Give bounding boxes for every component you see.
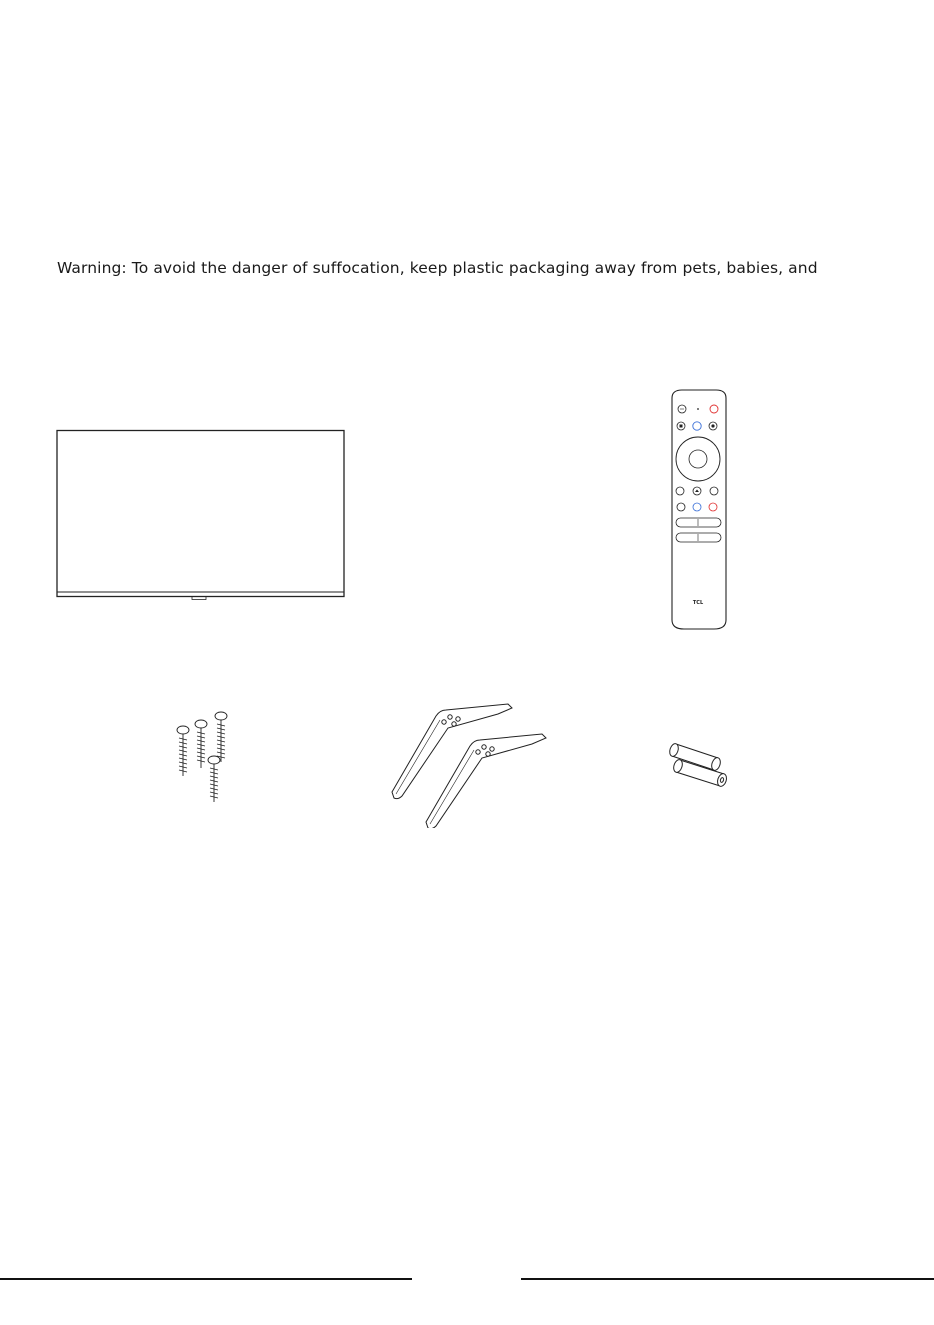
batteries-icon xyxy=(668,738,736,790)
remote-control-icon xyxy=(668,388,730,632)
television-icon xyxy=(56,429,348,601)
stand-legs-icon xyxy=(388,700,548,828)
footer-rule-right xyxy=(521,1278,934,1280)
warning-text: Warning: To avoid the danger of suffocation, keep plastic packaging away from pets, babies, and xyxy=(57,259,818,277)
footer-rule-left xyxy=(0,1278,412,1280)
remote-brand-logo: TCL xyxy=(692,600,704,606)
screws-icon xyxy=(165,706,245,806)
